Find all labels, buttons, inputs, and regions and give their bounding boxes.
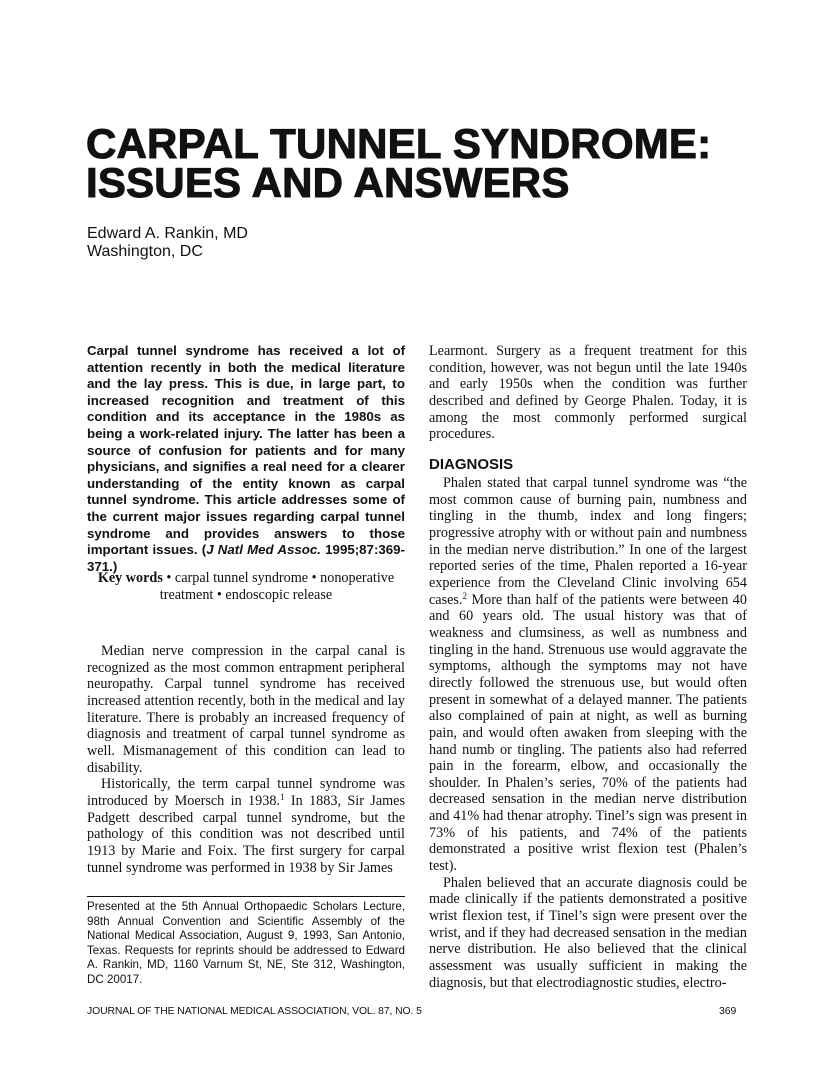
author-block: [87, 225, 248, 261]
body-paragraph: [429, 475, 747, 875]
body-paragraph: [87, 776, 405, 876]
body-paragraph: Phalen believed that an accurate diagnosis could be made clinically if the patients demonstrated a positive wrist flexion test, if Tinel’s sign were present over the wrist, and if they had decreased sensation in the median nerve distribution. He also believed that the clinical assessment was usually sufficient in making the diagnosis, but that electrodiagnostic studies, electro-: [429, 874, 747, 991]
paragraph-text: More than half of the patients were between 40 and 60 years old. The usual history was that of weakness and clumsiness, as well as numbness and tingling in the hand. Strenuous use would aggravate the symptoms, although the symptoms may not have directly followed the strenuous use, but would often present in somewhat of a delayed manner. The patients also complained of pain at night, as well as burning pain, and would often awaken from sleeping with the hand numb or tingling. The patients also had referred pain in the forearm, elbow, and occasionally the shoulder. In Phalen’s series, 70% of the patients had decreased sensation in the median nerve distribution and 41% had thenar atrophy. Tinel’s sign was present in 73% of his patients, and 74% of the patients demonstrated a positive wrist flexion test (Phalen’s test).: [429, 591, 747, 875]
paragraph-text: In 1883, Sir James Padgett described carpal tunnel syndrome, but the pathology of this condition was not described until 1913 by Marie and Foix. The first surgery for carpal tunnel syndrome was performed in 1938 by Sir James: [87, 792, 405, 876]
right-column-continuation: [429, 343, 747, 443]
reference-marker[interactable]: 1: [279, 791, 285, 802]
running-footer-journal: JOURNAL OF THE NATIONAL MEDICAL ASSOCIATION, VOL. 87, NO. 5: [87, 1006, 422, 1017]
paragraph-text: Historically, the term carpal tunnel syndrome was introduced by Moersch in 1938.: [87, 776, 405, 809]
section-heading-diagnosis: DIAGNOSIS: [429, 456, 514, 473]
footnote: Presented at the 5th Annual Orthopaedic Scholars Lecture, 98th Annual Convention and Scientific Assembly of the National Medical Association, August 9, 1993, San Antonio, Texas. Requests for reprints should be addressed to Edward A. Rankin, MD, 1160 Varnum St, NE, Ste 312, Washington, DC 20017.: [87, 900, 405, 986]
abstract-citation-rest: 1995;87:369-371.): [87, 542, 405, 574]
page-number: 369: [719, 1006, 737, 1017]
author-location: Washington, DC: [87, 243, 203, 260]
abstract: [87, 343, 405, 575]
keywords-list: • carpal tunnel syndrome • nonoperative treatment • endoscopic release: [159, 570, 395, 603]
abstract-citation-journal: J Natl Med Assoc.: [206, 542, 321, 558]
body-paragraph: Learmont. Surgery as a frequent treatment for this condition, however, was not begun until the late 1940s and early 1950s when the condition was further described and defined by George Phalen. Today, it is among the most commonly performed surgical procedures.: [429, 343, 747, 443]
title-line-1: CARPAL TUNNEL SYNDROME:: [86, 120, 712, 167]
keywords-label: Key words: [97, 570, 163, 586]
paragraph-text: Phalen stated that carpal tunnel syndrome was “the most common cause of burning pain, numbness and tingling in the thumb, index and long fingers; progressive atrophy with or without pain and numbness in the median nerve distribution.” In one of the largest reported series of the time, Phalen reported a 16-year experience from the Cleveland Clinic involving 654 cases.: [429, 475, 747, 608]
title-line-2: ISSUES AND ANSWERS: [86, 159, 570, 206]
keywords: [87, 570, 405, 603]
left-column-body: [87, 643, 405, 876]
article-title: [86, 120, 746, 206]
author-name: Edward A. Rankin, MD: [87, 225, 248, 242]
reference-marker[interactable]: 2: [462, 590, 467, 601]
abstract-text: Carpal tunnel syndrome has received a lot of attention recently in both the medical literature and the lay press. This is due, in large part, to increased recognition and treatment of this condition and its acceptance in the 1980s as being a work-related injury. The latter has been a source of confusion for patients and for many physicians, and signifies a real need for a clearer understanding of the entity known as carpal tunnel syndrome. This article addresses some of the current major issues regarding carpal tunnel syndrome and provides answers to those important issues. (: [87, 343, 405, 558]
footnote-divider: [87, 896, 405, 897]
body-paragraph: Median nerve compression in the carpal canal is recognized as the most common entrapment peripheral neuropathy. Carpal tunnel syndrome has received increased attention recently, both in the medical and lay literature. There is probably an increased frequency of diagnosis and treatment of carpal tunnel syndrome as well. Mismanagement of this condition can lead to disability.: [87, 643, 405, 776]
right-column-body: [429, 475, 747, 991]
